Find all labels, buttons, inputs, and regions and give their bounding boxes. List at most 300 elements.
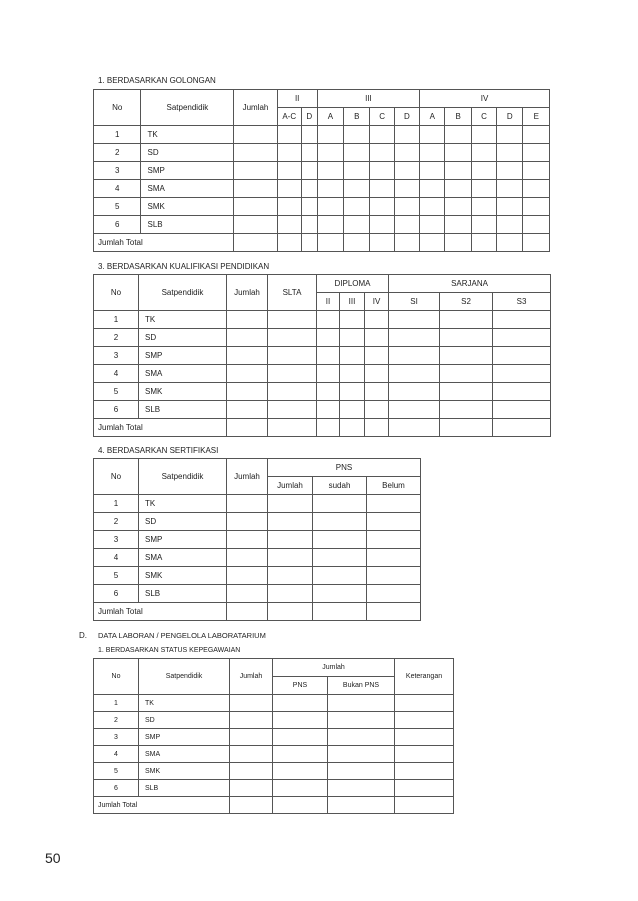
row-no: 6	[94, 780, 139, 797]
empty-cell	[317, 162, 343, 180]
empty-cell	[273, 695, 328, 712]
empty-cell	[370, 216, 394, 234]
header-sub: II	[317, 293, 340, 311]
jumlah-total-label: Jumlah Total	[94, 234, 234, 252]
empty-cell	[317, 419, 340, 437]
empty-cell	[317, 198, 343, 216]
empty-cell	[273, 746, 328, 763]
table-row	[94, 401, 551, 419]
table-row	[94, 329, 551, 347]
header-sub: PNS	[273, 677, 328, 695]
row-no: 4	[94, 746, 139, 763]
empty-cell	[440, 329, 493, 347]
total-row	[94, 419, 551, 437]
empty-cell	[497, 234, 523, 252]
empty-cell	[234, 144, 277, 162]
empty-cell	[227, 383, 268, 401]
empty-cell	[227, 311, 268, 329]
row-no: 3	[94, 729, 139, 746]
row-no: 2	[94, 712, 139, 729]
empty-cell	[365, 347, 389, 365]
empty-cell	[277, 198, 301, 216]
header-sub: D	[301, 108, 317, 126]
empty-cell	[301, 216, 317, 234]
total-row	[94, 797, 454, 814]
row-no: 3	[94, 347, 139, 365]
empty-cell	[370, 234, 394, 252]
header-diploma: DIPLOMA	[317, 275, 389, 293]
empty-cell	[313, 531, 367, 549]
kualifikasi-table	[93, 274, 551, 437]
total-row	[94, 603, 421, 621]
empty-cell	[277, 234, 301, 252]
empty-cell	[389, 401, 440, 419]
row-no: 6	[94, 585, 139, 603]
empty-cell	[317, 311, 340, 329]
empty-cell	[445, 216, 471, 234]
row-no: 5	[94, 567, 139, 585]
empty-cell	[268, 585, 313, 603]
empty-cell	[313, 513, 367, 531]
table-row	[94, 311, 551, 329]
header-sub: IV	[365, 293, 389, 311]
empty-cell	[471, 180, 496, 198]
header-pns: PNS	[268, 459, 421, 477]
row-satpendidik: SLB	[141, 216, 234, 234]
table-row	[94, 513, 421, 531]
header-jumlah: Jumlah	[227, 275, 268, 311]
row-satpendidik: SD	[141, 144, 234, 162]
empty-cell	[227, 419, 268, 437]
empty-cell	[317, 126, 343, 144]
empty-cell	[440, 383, 493, 401]
empty-cell	[523, 144, 550, 162]
empty-cell	[234, 216, 277, 234]
row-no: 6	[94, 216, 141, 234]
empty-cell	[273, 797, 328, 814]
empty-cell	[317, 383, 340, 401]
row-no: 4	[94, 180, 141, 198]
empty-cell	[440, 311, 493, 329]
total-row	[94, 234, 550, 252]
empty-cell	[497, 216, 523, 234]
empty-cell	[471, 198, 496, 216]
empty-cell	[394, 144, 419, 162]
empty-cell	[497, 198, 523, 216]
header-satpendidik: Satpendidik	[139, 659, 230, 695]
jumlah-total-label: Jumlah Total	[94, 419, 227, 437]
empty-cell	[317, 329, 340, 347]
header-sub: A-C	[277, 108, 301, 126]
row-satpendidik: SMP	[139, 531, 227, 549]
row-no: 1	[94, 495, 139, 513]
section-golongan-title: 1. BERDASARKAN GOLONGAN	[98, 76, 216, 85]
row-no: 4	[94, 365, 139, 383]
empty-cell	[420, 144, 445, 162]
table-row	[94, 180, 550, 198]
row-satpendidik: TK	[139, 495, 227, 513]
empty-cell	[440, 365, 493, 383]
row-satpendidik: SD	[139, 513, 227, 531]
empty-cell	[394, 234, 419, 252]
empty-cell	[268, 383, 317, 401]
empty-cell	[370, 198, 394, 216]
empty-cell	[328, 763, 395, 780]
empty-cell	[268, 329, 317, 347]
row-satpendidik: SMA	[139, 746, 230, 763]
empty-cell	[234, 234, 277, 252]
empty-cell	[328, 797, 395, 814]
empty-cell	[313, 567, 367, 585]
row-satpendidik: SMP	[141, 162, 234, 180]
header-jumlah: Jumlah	[230, 659, 273, 695]
empty-cell	[471, 144, 496, 162]
table-row	[94, 162, 550, 180]
row-no: 2	[94, 329, 139, 347]
table-row	[94, 365, 551, 383]
empty-cell	[230, 695, 273, 712]
empty-cell	[328, 780, 395, 797]
empty-cell	[493, 347, 551, 365]
empty-cell	[370, 144, 394, 162]
row-no: 1	[94, 695, 139, 712]
header-sub: A	[420, 108, 445, 126]
header-slta: SLTA	[268, 275, 317, 311]
empty-cell	[370, 162, 394, 180]
empty-cell	[268, 531, 313, 549]
section-sertifikasi-title: 4. BERDASARKAN SERTIFIKASI	[98, 446, 219, 455]
table-row	[94, 549, 421, 567]
empty-cell	[268, 347, 317, 365]
empty-cell	[367, 567, 421, 585]
empty-cell	[273, 712, 328, 729]
header-sub: sudah	[313, 477, 367, 495]
empty-cell	[268, 311, 317, 329]
empty-cell	[420, 216, 445, 234]
row-satpendidik: SD	[139, 329, 227, 347]
empty-cell	[389, 311, 440, 329]
empty-cell	[268, 365, 317, 383]
empty-cell	[365, 401, 389, 419]
empty-cell	[340, 419, 365, 437]
empty-cell	[268, 567, 313, 585]
empty-cell	[230, 780, 273, 797]
table-row	[94, 695, 454, 712]
header-sub: D	[394, 108, 419, 126]
header-sub: B	[344, 108, 370, 126]
section-d-title: DATA LABORAN / PENGELOLA LABORATARIUM	[98, 631, 266, 640]
empty-cell	[301, 144, 317, 162]
empty-cell	[493, 311, 551, 329]
header-jumlah-group: Jumlah	[273, 659, 395, 677]
empty-cell	[367, 603, 421, 621]
empty-cell	[317, 365, 340, 383]
empty-cell	[367, 549, 421, 567]
empty-cell	[234, 162, 277, 180]
empty-cell	[370, 180, 394, 198]
sertifikasi-table	[93, 458, 421, 621]
row-no: 5	[94, 383, 139, 401]
page-number: 50	[45, 850, 61, 866]
empty-cell	[394, 180, 419, 198]
empty-cell	[394, 126, 419, 144]
header-sub: B	[445, 108, 471, 126]
empty-cell	[445, 180, 471, 198]
empty-cell	[227, 513, 268, 531]
empty-cell	[445, 126, 471, 144]
empty-cell	[344, 198, 370, 216]
empty-cell	[497, 180, 523, 198]
empty-cell	[328, 695, 395, 712]
table-row	[94, 383, 551, 401]
header-satpendidik: Satpendidik	[141, 90, 234, 126]
empty-cell	[227, 401, 268, 419]
empty-cell	[344, 234, 370, 252]
row-satpendidik: TK	[141, 126, 234, 144]
empty-cell	[344, 126, 370, 144]
row-satpendidik: SMP	[139, 347, 227, 365]
empty-cell	[420, 180, 445, 198]
empty-cell	[395, 780, 454, 797]
empty-cell	[445, 234, 471, 252]
empty-cell	[227, 549, 268, 567]
header-group-iv: IV	[420, 90, 550, 108]
empty-cell	[420, 162, 445, 180]
header-sub: Bukan PNS	[328, 677, 395, 695]
empty-cell	[301, 234, 317, 252]
row-satpendidik: SLB	[139, 780, 230, 797]
empty-cell	[277, 216, 301, 234]
empty-cell	[301, 180, 317, 198]
empty-cell	[365, 329, 389, 347]
empty-cell	[395, 797, 454, 814]
empty-cell	[234, 126, 277, 144]
empty-cell	[389, 365, 440, 383]
row-no: 6	[94, 401, 139, 419]
header-sub: E	[523, 108, 550, 126]
header-keterangan: Keterangan	[395, 659, 454, 695]
row-satpendidik: SMK	[139, 567, 227, 585]
empty-cell	[344, 180, 370, 198]
row-no: 5	[94, 198, 141, 216]
empty-cell	[227, 531, 268, 549]
header-satpendidik: Satpendidik	[139, 275, 227, 311]
row-satpendidik: SMP	[139, 729, 230, 746]
row-no: 2	[94, 513, 139, 531]
empty-cell	[523, 234, 550, 252]
empty-cell	[420, 234, 445, 252]
row-no: 1	[94, 311, 139, 329]
laboran-table	[93, 658, 454, 814]
row-satpendidik: SLB	[139, 401, 227, 419]
empty-cell	[344, 144, 370, 162]
empty-cell	[340, 365, 365, 383]
table-row	[94, 126, 550, 144]
empty-cell	[273, 780, 328, 797]
table-row	[94, 347, 551, 365]
row-no: 1	[94, 126, 141, 144]
empty-cell	[230, 729, 273, 746]
empty-cell	[445, 162, 471, 180]
golongan-table	[93, 89, 550, 252]
empty-cell	[445, 198, 471, 216]
empty-cell	[367, 531, 421, 549]
row-no: 3	[94, 162, 141, 180]
empty-cell	[365, 311, 389, 329]
empty-cell	[301, 198, 317, 216]
empty-cell	[440, 401, 493, 419]
row-satpendidik: SD	[139, 712, 230, 729]
empty-cell	[268, 495, 313, 513]
empty-cell	[317, 347, 340, 365]
header-jumlah: Jumlah	[227, 459, 268, 495]
empty-cell	[268, 549, 313, 567]
empty-cell	[367, 585, 421, 603]
empty-cell	[493, 401, 551, 419]
row-no: 3	[94, 531, 139, 549]
empty-cell	[445, 144, 471, 162]
empty-cell	[234, 180, 277, 198]
empty-cell	[395, 712, 454, 729]
empty-cell	[523, 198, 550, 216]
empty-cell	[273, 729, 328, 746]
empty-cell	[234, 198, 277, 216]
table-row	[94, 712, 454, 729]
table-row	[94, 144, 550, 162]
empty-cell	[389, 329, 440, 347]
row-satpendidik: TK	[139, 311, 227, 329]
empty-cell	[313, 495, 367, 513]
section-d-subtitle: 1. BERDASARKAN STATUS KEPEGAWAIAN	[98, 647, 241, 654]
empty-cell	[313, 603, 367, 621]
header-sub: III	[340, 293, 365, 311]
empty-cell	[395, 746, 454, 763]
row-satpendidik: SMA	[139, 365, 227, 383]
empty-cell	[301, 126, 317, 144]
header-group-iii: III	[317, 90, 419, 108]
section-d-letter: D.	[79, 631, 87, 640]
empty-cell	[344, 216, 370, 234]
empty-cell	[313, 585, 367, 603]
table-row	[94, 746, 454, 763]
row-no: 2	[94, 144, 141, 162]
header-sarjana: SARJANA	[389, 275, 551, 293]
row-no: 4	[94, 549, 139, 567]
row-satpendidik: SMA	[141, 180, 234, 198]
empty-cell	[268, 419, 317, 437]
header-no: No	[94, 90, 141, 126]
empty-cell	[317, 216, 343, 234]
table-row	[94, 198, 550, 216]
empty-cell	[340, 383, 365, 401]
row-satpendidik: SMA	[139, 549, 227, 567]
table-row	[94, 763, 454, 780]
table-row	[94, 729, 454, 746]
empty-cell	[389, 419, 440, 437]
jumlah-total-label: Jumlah Total	[94, 603, 227, 621]
empty-cell	[328, 746, 395, 763]
table-row	[94, 567, 421, 585]
empty-cell	[394, 198, 419, 216]
header-sub: C	[471, 108, 496, 126]
jumlah-total-label: Jumlah Total	[94, 797, 230, 814]
empty-cell	[389, 347, 440, 365]
empty-cell	[420, 198, 445, 216]
empty-cell	[328, 712, 395, 729]
row-satpendidik: SMK	[139, 383, 227, 401]
empty-cell	[344, 162, 370, 180]
empty-cell	[317, 234, 343, 252]
empty-cell	[440, 347, 493, 365]
empty-cell	[227, 585, 268, 603]
table-row	[94, 216, 550, 234]
empty-cell	[301, 162, 317, 180]
empty-cell	[493, 383, 551, 401]
empty-cell	[268, 401, 317, 419]
row-no: 5	[94, 763, 139, 780]
empty-cell	[365, 419, 389, 437]
empty-cell	[227, 347, 268, 365]
empty-cell	[370, 126, 394, 144]
empty-cell	[277, 126, 301, 144]
empty-cell	[395, 763, 454, 780]
empty-cell	[227, 365, 268, 383]
empty-cell	[493, 419, 551, 437]
header-no: No	[94, 275, 139, 311]
empty-cell	[523, 216, 550, 234]
empty-cell	[277, 180, 301, 198]
table-row	[94, 585, 421, 603]
empty-cell	[227, 495, 268, 513]
header-satpendidik: Satpendidik	[139, 459, 227, 495]
empty-cell	[227, 567, 268, 585]
empty-cell	[389, 383, 440, 401]
empty-cell	[317, 401, 340, 419]
header-sub: A	[317, 108, 343, 126]
empty-cell	[227, 329, 268, 347]
empty-cell	[340, 347, 365, 365]
empty-cell	[471, 234, 496, 252]
header-sub: C	[370, 108, 394, 126]
empty-cell	[471, 162, 496, 180]
empty-cell	[268, 513, 313, 531]
row-satpendidik: TK	[139, 695, 230, 712]
row-satpendidik: SLB	[139, 585, 227, 603]
header-sub: Belum	[367, 477, 421, 495]
empty-cell	[365, 365, 389, 383]
empty-cell	[230, 763, 273, 780]
empty-cell	[313, 549, 367, 567]
header-sub: Jumlah	[268, 477, 313, 495]
empty-cell	[395, 695, 454, 712]
table-row	[94, 780, 454, 797]
header-no: No	[94, 459, 139, 495]
empty-cell	[523, 180, 550, 198]
empty-cell	[230, 712, 273, 729]
empty-cell	[340, 329, 365, 347]
empty-cell	[497, 126, 523, 144]
empty-cell	[493, 365, 551, 383]
header-sub: D	[497, 108, 523, 126]
empty-cell	[471, 126, 496, 144]
empty-cell	[227, 603, 268, 621]
table-row	[94, 531, 421, 549]
empty-cell	[497, 144, 523, 162]
empty-cell	[493, 329, 551, 347]
header-sub: S2	[440, 293, 493, 311]
empty-cell	[273, 763, 328, 780]
empty-cell	[395, 729, 454, 746]
